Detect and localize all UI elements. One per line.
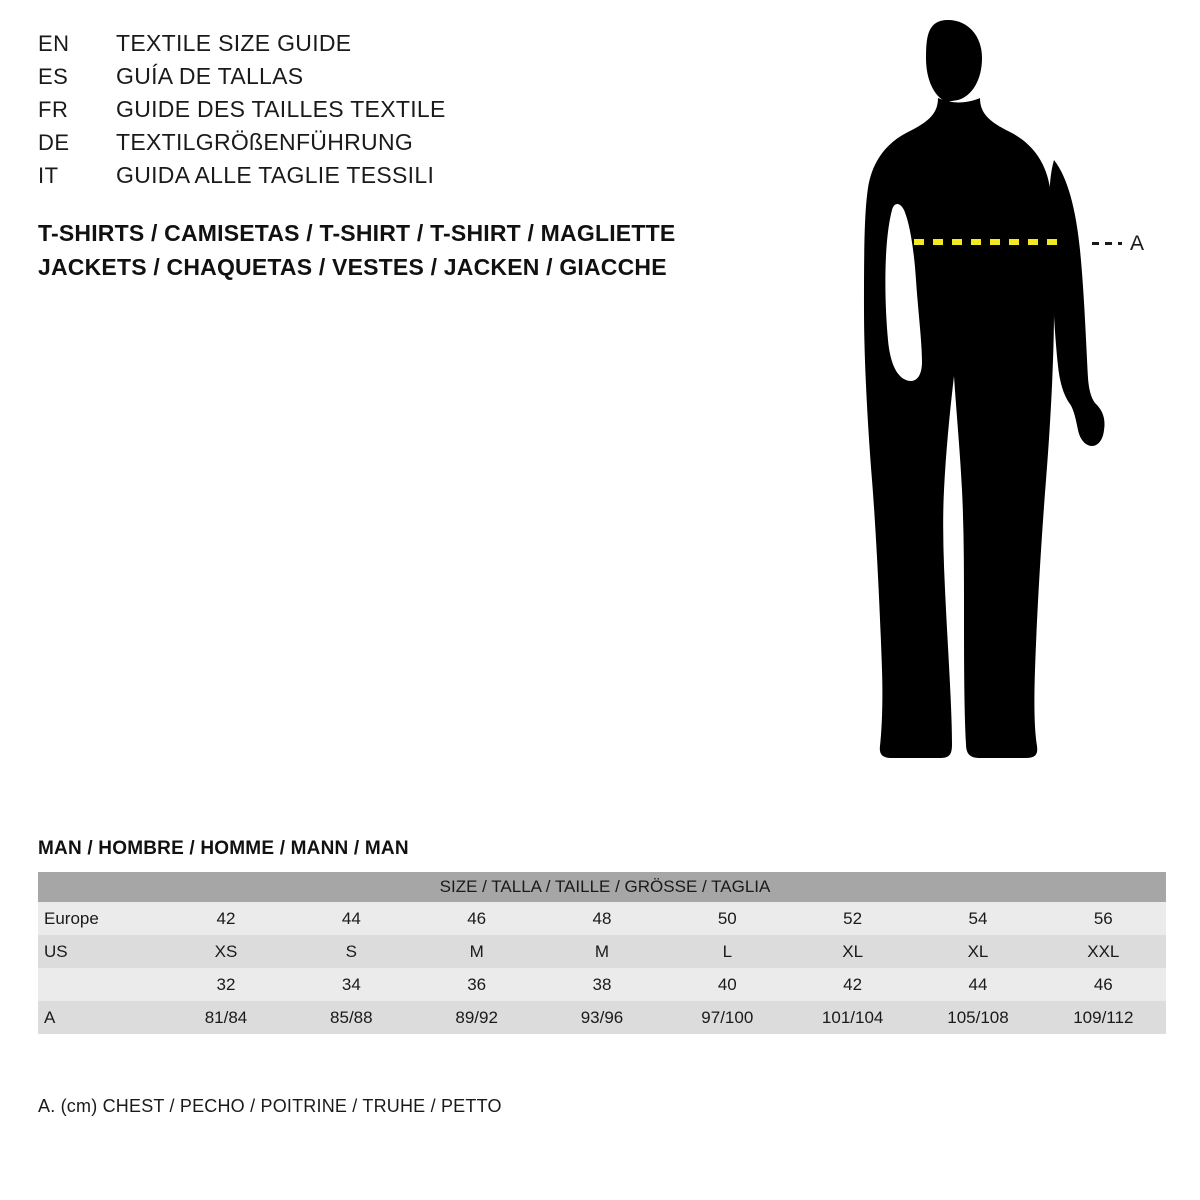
language-code: ES [38, 64, 69, 89]
table-cell: M [414, 935, 539, 968]
table-row [38, 968, 1166, 1001]
table-cell: L [665, 935, 790, 968]
table-header-row [38, 872, 1166, 902]
table-cell: 44 [915, 968, 1040, 1001]
table-cell: XL [915, 935, 1040, 968]
table-cell: 46 [414, 902, 539, 935]
table-cell: S [289, 935, 414, 968]
size-table [38, 872, 1166, 1034]
table-row [38, 902, 1166, 935]
gender-title: MAN / HOMBRE / HOMME / MANN / MAN [38, 838, 409, 859]
table-cell: 46 [1041, 968, 1166, 1001]
language-label: TEXTILGRÖßENFÜHRUNG [116, 129, 414, 155]
table-cell: 85/88 [289, 1001, 414, 1034]
table-cell: 42 [790, 968, 915, 1001]
table-cell: M [539, 935, 664, 968]
table-row [38, 935, 1166, 968]
size-table-section [38, 838, 1166, 1034]
language-code: DE [38, 130, 70, 155]
row-label: US [38, 935, 163, 968]
table-cell: 44 [289, 902, 414, 935]
language-row [38, 30, 798, 63]
row-label: A [38, 1001, 163, 1034]
table-cell: XS [163, 935, 288, 968]
language-row [38, 96, 798, 129]
language-label: TEXTILE SIZE GUIDE [116, 30, 352, 56]
language-title-block [38, 30, 798, 195]
row-label [38, 968, 163, 1001]
table-cell: 50 [665, 902, 790, 935]
table-cell: 101/104 [790, 1001, 915, 1034]
measure-label-a: A [1130, 232, 1145, 255]
language-label: GUIDE DES TAILLES TEXTILE [116, 96, 446, 122]
table-cell: 105/108 [915, 1001, 1040, 1034]
row-label: Europe [38, 902, 163, 935]
language-row [38, 129, 798, 162]
garment-category-block [38, 220, 838, 288]
table-cell: 34 [289, 968, 414, 1001]
table-cell: 42 [163, 902, 288, 935]
table-cell: XXL [1041, 935, 1166, 968]
footnote-chest-measure: A. (cm) CHEST / PECHO / POITRINE / TRUHE / PETTO [38, 1096, 502, 1116]
table-cell: 109/112 [1041, 1001, 1166, 1034]
table-cell: 93/96 [539, 1001, 664, 1034]
language-code: FR [38, 97, 69, 122]
table-cell: 36 [414, 968, 539, 1001]
table-cell: 56 [1041, 902, 1166, 935]
language-row [38, 63, 798, 96]
language-row [38, 162, 798, 195]
garment-category-jackets: JACKETS / CHAQUETAS / VESTES / JACKEN / GIACCHE [38, 254, 667, 280]
language-code: IT [38, 163, 59, 188]
table-header-label: SIZE / TALLA / TAILLE / GRÖSSE / TAGLIA [38, 872, 1166, 902]
measure-leader-line [1092, 242, 1122, 245]
table-cell: 54 [915, 902, 1040, 935]
table-cell: 52 [790, 902, 915, 935]
measurement-figure [830, 10, 1190, 790]
language-label: GUÍA DE TALLAS [116, 63, 304, 89]
language-label: GUIDA ALLE TAGLIE TESSILI [116, 162, 435, 188]
language-code: EN [38, 31, 70, 56]
table-cell: 81/84 [163, 1001, 288, 1034]
garment-category-tshirts: T-SHIRTS / CAMISETAS / T-SHIRT / T-SHIRT / MAGLIETTE [38, 220, 676, 246]
table-cell: 40 [665, 968, 790, 1001]
table-cell: XL [790, 935, 915, 968]
table-cell: 38 [539, 968, 664, 1001]
table-cell: 32 [163, 968, 288, 1001]
table-cell: 48 [539, 902, 664, 935]
table-row [38, 1001, 1166, 1034]
table-cell: 89/92 [414, 1001, 539, 1034]
male-body-silhouette-icon [830, 10, 1190, 790]
table-cell: 97/100 [665, 1001, 790, 1034]
